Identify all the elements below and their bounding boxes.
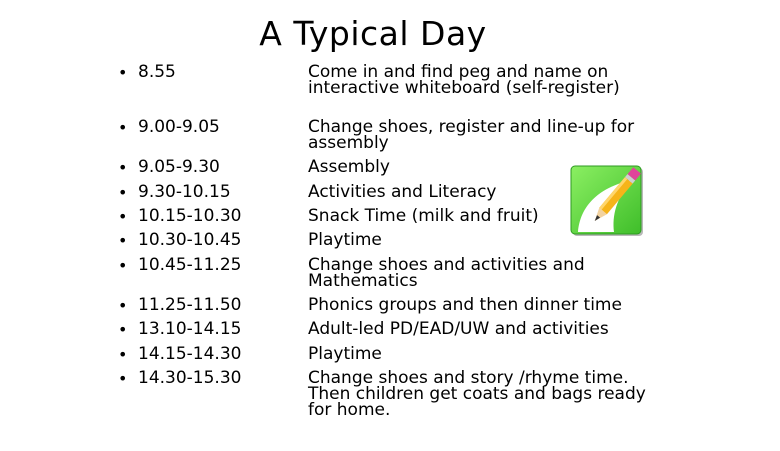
activity-label: Change shoes and activities and Mathematics [308,255,585,291]
activity-label: Activities and Literacy [308,182,497,202]
time-label: 8.55 [138,62,176,82]
list-item [118,370,678,426]
list-item [118,321,678,346]
time-label: 13.10-14.15 [138,319,242,339]
bullet: • [118,369,128,388]
time-label: 14.15-14.30 [138,344,242,364]
bullet: • [118,158,128,177]
activity-label: Phonics groups and then dinner time [308,295,622,315]
activity-label: Change shoes, register and line-up for assembly [308,117,635,153]
activity-label: Playtime [308,344,382,364]
bullet: • [118,296,128,315]
list-item [118,297,678,321]
time-label: 10.45-11.25 [138,255,242,275]
time-label: 9.05-9.30 [138,157,220,177]
bullet: • [118,183,128,202]
list-item [118,346,678,370]
pencil-and-paper-icon [570,158,652,240]
time-label: 14.30-15.30 [138,368,242,388]
bullet: • [118,320,128,339]
time-label: 10.15-10.30 [138,206,242,226]
page-title: A Typical Day [259,14,487,53]
time-label: 9.30-10.15 [138,182,231,202]
activity-label: Assembly [308,157,390,177]
activity-label: Snack Time (milk and fruit) [308,206,539,226]
bullet: • [118,118,128,137]
activity-label: Change shoes and story /rhyme time. Then children get coats and bags ready for home. [308,368,646,420]
bullet: • [118,207,128,226]
time-label: 10.30-10.45 [138,230,242,250]
bullet: • [118,231,128,250]
bullet: • [118,63,128,82]
schedule-list [118,64,678,426]
activity-label: Playtime [308,230,382,250]
time-label: 9.00-9.05 [138,117,220,137]
activity-label: Adult-led PD/EAD/UW and activities [308,319,609,339]
activity-label: Come in and find peg and name on interactive whiteboard (self-register) [308,62,620,98]
bullet: • [118,345,128,364]
list-item [118,257,678,297]
time-label: 11.25-11.50 [138,295,242,315]
list-item [118,64,678,119]
bullet: • [118,256,128,275]
list-item [118,119,678,159]
